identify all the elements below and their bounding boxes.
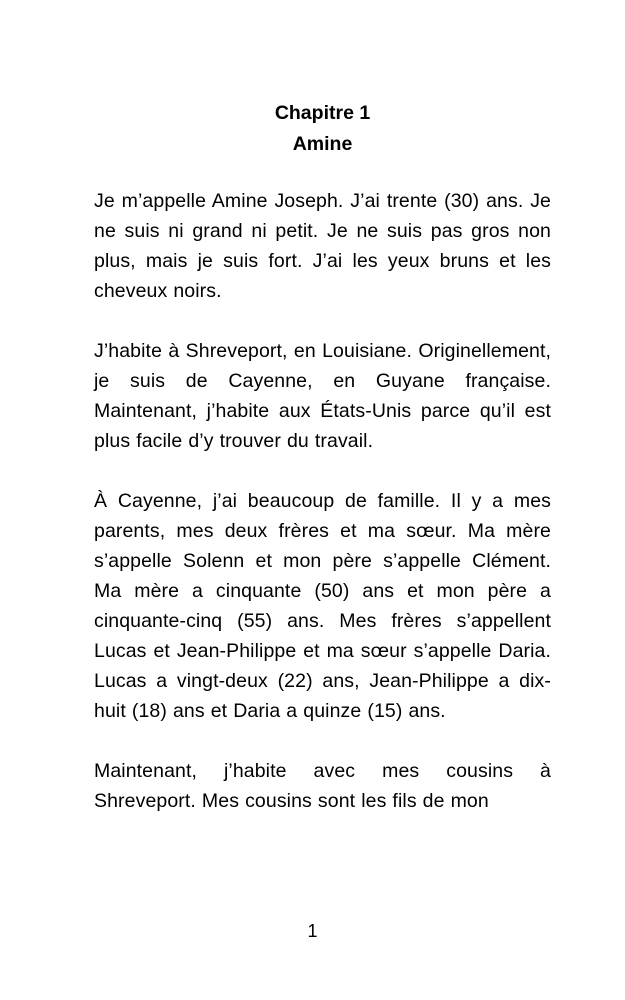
chapter-title: Chapitre 1 bbox=[274, 102, 371, 124]
chapter-heading bbox=[94, 98, 551, 160]
paragraph-3: À Cayenne, j’ai beaucoup de famille. Il y a mes parents, mes deux frères et ma sœur. Ma mère s’appelle Solenn et mon père s’appelle Clément. Ma mère a cinquante (50) ans et mon père a cinquante-cinq (55) ans. Mes frères s’appellent Lucas et Jean-Philippe et ma sœur s’appelle Daria. Lucas a vingt-deux (22) ans, Jean-Philippe a dix-huit (18) ans et Daria a quinze (15) ans. bbox=[94, 490, 551, 722]
page-number: 1 bbox=[307, 921, 318, 941]
paragraph-1: Je m’appelle Amine Joseph. J’ai trente (30) ans. Je ne suis ni grand ni petit. Je ne suis pas gros non plus, mais je suis fort. J’ai les yeux bruns et les cheveux noirs. bbox=[94, 190, 551, 302]
paragraph-2: J’habite à Shreveport, en Louisiane. Originellement, je suis de Cayenne, en Guyane française. Maintenant, j’habite aux États-Unis parce qu’il est plus facile d’y trouver du travail. bbox=[94, 340, 551, 452]
chapter-subtitle: Amine bbox=[292, 133, 353, 155]
text-block bbox=[94, 98, 551, 816]
paragraph-4: Maintenant, j’habite avec mes cousins à Shreveport. Mes cousins sont les fils de mon bbox=[94, 760, 551, 812]
